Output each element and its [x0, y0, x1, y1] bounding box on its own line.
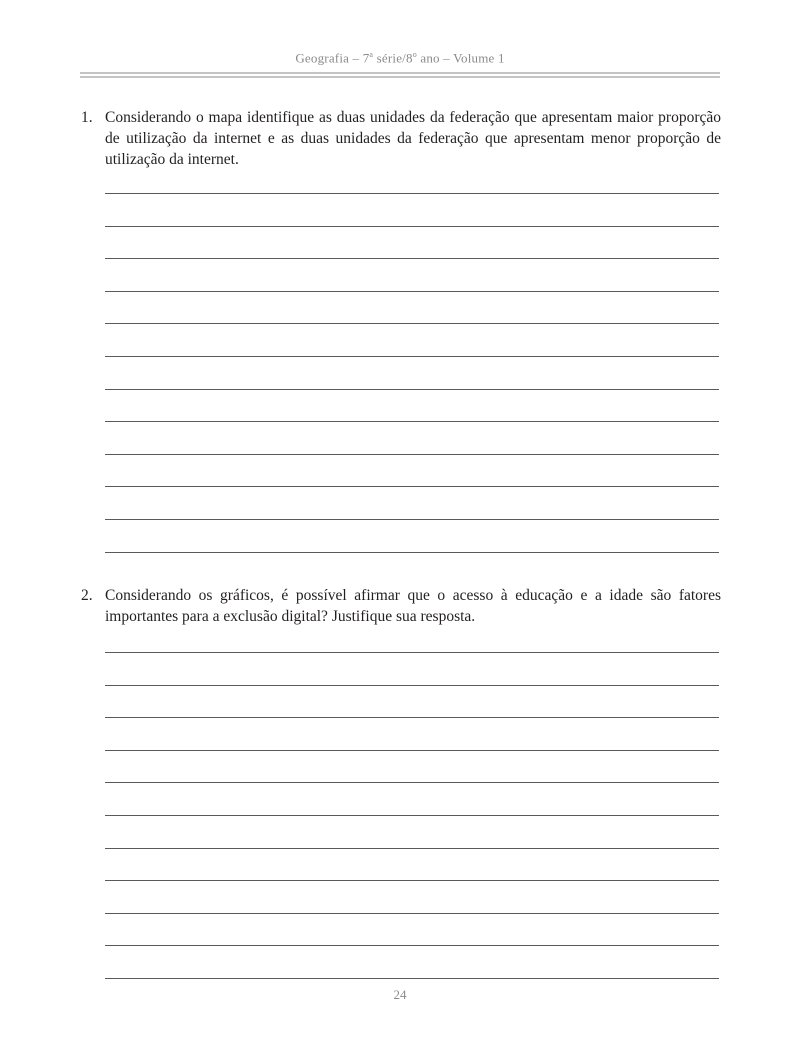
question-text: Considerando o mapa identifique as duas unidades da federação que apresentam maior proporção de utilização da internet e as duas unidades da federação que apresentam menor proporção de utilização da internet. [105, 109, 721, 168]
answer-line[interactable] [105, 782, 719, 783]
answer-line[interactable] [105, 717, 719, 718]
running-header: Geografia – 7$^a$ série/8$^o$ ano – Volume 1 [295, 50, 505, 66]
answer-line[interactable] [105, 880, 719, 881]
question-number: 1. [81, 109, 93, 126]
answer-line[interactable] [105, 848, 719, 849]
answer-line[interactable] [105, 389, 719, 390]
answer-line[interactable] [105, 486, 719, 487]
answer-line[interactable] [105, 258, 719, 259]
answer-line[interactable] [105, 978, 719, 979]
answer-line[interactable] [105, 421, 719, 422]
question-text: Considerando os gráficos, é possível afirmar que o acesso à educação e a idade são fatores importantes para a exclusão digital? Justifique sua resposta. [105, 587, 721, 625]
question-number: 2. [81, 587, 93, 604]
answer-line[interactable] [105, 945, 719, 946]
answer-line[interactable] [105, 356, 719, 357]
answer-line[interactable] [105, 552, 719, 553]
answer-line[interactable] [105, 226, 719, 227]
answer-line[interactable] [105, 519, 719, 520]
answer-line[interactable] [105, 815, 719, 816]
answer-line[interactable] [105, 685, 719, 686]
header-rule-bottom [80, 76, 720, 78]
answer-line[interactable] [105, 323, 719, 324]
question-1 [81, 107, 721, 170]
answer-line[interactable] [105, 652, 719, 653]
answer-line[interactable] [105, 193, 719, 194]
question-2 [81, 585, 721, 627]
header-rule-top [80, 72, 720, 74]
page-number: 24 [393, 987, 407, 1002]
answer-line[interactable] [105, 291, 719, 292]
answer-line[interactable] [105, 750, 719, 751]
answer-line[interactable] [105, 454, 719, 455]
answer-line[interactable] [105, 913, 719, 914]
